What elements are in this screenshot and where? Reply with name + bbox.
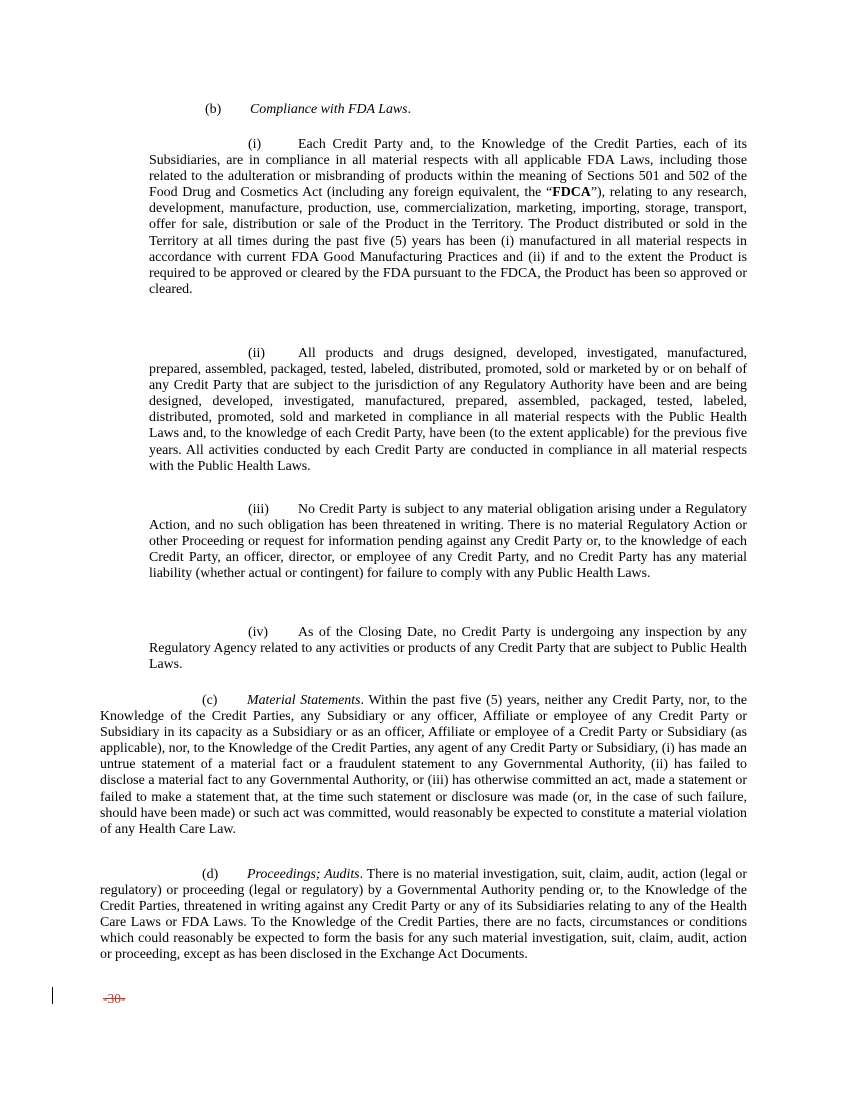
section-c	[100, 693, 747, 838]
defined-term-fdca: FDCA	[552, 185, 591, 201]
page-number: -30-	[103, 991, 126, 1006]
section-d-text: . There is no material investigation, suit, claim, audit, action (legal or regulatory) or proceeding (legal or regulatory) by a Governmental Authority pending or, to the Knowledge of the Credit Parties, threatened in writing against any Credit Party or any of its Subsidiaries relating to any of the Health Care Laws or FDA Laws. To the Knowledge of the Credit Parties, there are no facts, circumstances or conditions which could reasonably be expected to form the basis for any such material investigation, suit, claim, audit, action or proceeding, except as has been disclosed in the Exchange Act Documents.	[100, 867, 748, 963]
section-b-label: (b)	[205, 102, 222, 117]
item-iv-text: As of the Closing Date, no Credit Party is undergoing any inspection by any Regulatory Agency related to any activities or products of any Credit Party that are subject to Public Health Laws.	[149, 625, 747, 673]
section-b-item-iii	[149, 502, 747, 582]
section-b-title: Compliance with FDA Laws	[250, 102, 408, 117]
section-c-text: . Within the past five (5) years, neither any Credit Party, nor, to the Knowledge of the Credit Parties, any Subsidiary or any officer, Affiliate or employee of any Credit Party or Subsidiary in its capacity as a Subsidiary or as an officer, Affiliate or employee of a Credit Party or Subsidiary (as applicable), nor, to the Knowledge of the Credit Parties, any agent of any Credit Party or Subsidiary, (i) has made an untrue statement of a material fact or a fraudulent statement to any Governmental Authority, (ii) has failed to disclose a material fact to any Governmental Authority, or (iii) has otherwise committed an act, made a statement or failed to make a statement that, at the time such statement or disclosure was made (or, in the case of such failure, should have been made) or such act was committed, would reasonably be expected to constitute a material violation of any Health Care Law.	[100, 693, 748, 837]
revision-bar	[52, 987, 53, 1004]
item-iii-label: (iii)	[248, 502, 269, 517]
item-iv-label: (iv)	[248, 625, 269, 640]
section-b-item-ii	[149, 346, 747, 475]
item-iii-text: No Credit Party is subject to any material obligation arising under a Regulatory Action, and no such obligation has been threatened in writing. There is no material Regulatory Action or other Proceeding or request for information pending against any Credit Party or, to the knowledge of each Credit Party, an officer, director, or employee of any Credit Party, and no Credit Party has any material liability (whether actual or contingent) for failure to comply with any Public Health Laws.	[149, 502, 747, 582]
item-ii-text: All products and drugs designed, developed, investigated, manufactured, prepared, assembled, packaged, tested, labeled, distributed, promoted, sold or marketed by or on behalf of any Credit Party that are subject to the jurisdiction of any Regulatory Authority have been and are being designed, developed, investigated, manufactured, prepared, assembled, packaged, tested, labeled, distributed, promoted, sold and marketed in compliance in all material respects with the Public Health Laws and, to the knowledge of each Credit Party, have been (to the extent applicable) for the previous five years. All activities conducted by each Credit Party are conducted in compliance in all material respects with the Public Health Laws.	[149, 346, 747, 474]
item-i-text-after: ”), relating to any research, development, manufacture, production, use, commercialization, marketing, importing, storage, transport, offer for sale, distribution or sale of the Product in the Territory. The Product distributed or sold in the Territory at all times during the past five (5) years has been (i) manufactured in all material respects in accordance with current FDA Good Manufacturing Practices and (ii) if and to the extent the Product is required to be approved or cleared by the FDA pursuant to the FDCA, the Product has been so approved or cleared.	[149, 185, 747, 297]
section-d	[100, 867, 747, 964]
section-d-label: (d)	[202, 867, 219, 882]
item-ii-label: (ii)	[248, 346, 265, 361]
section-b-item-i	[149, 137, 747, 298]
section-b-heading	[205, 102, 411, 118]
item-i-label: (i)	[248, 137, 262, 152]
section-b-title-suffix: .	[407, 102, 412, 117]
section-d-title: Proceedings; Audits	[247, 867, 360, 882]
section-c-label: (c)	[202, 693, 218, 708]
section-c-title: Material Statements	[247, 693, 361, 708]
section-b-item-iv	[149, 625, 747, 673]
item-i-text-before: Each Credit Party and, to the Knowledge of the Credit Parties, each of its Subsidiaries, are in compliance in all material respects with all applicable FDA Laws, including those related to the adulteration or misbranding of products within the meaning of Sections 501 and 502 of the Food Drug and Cosmetics Act (including any foreign equivalent, the “	[149, 137, 747, 201]
